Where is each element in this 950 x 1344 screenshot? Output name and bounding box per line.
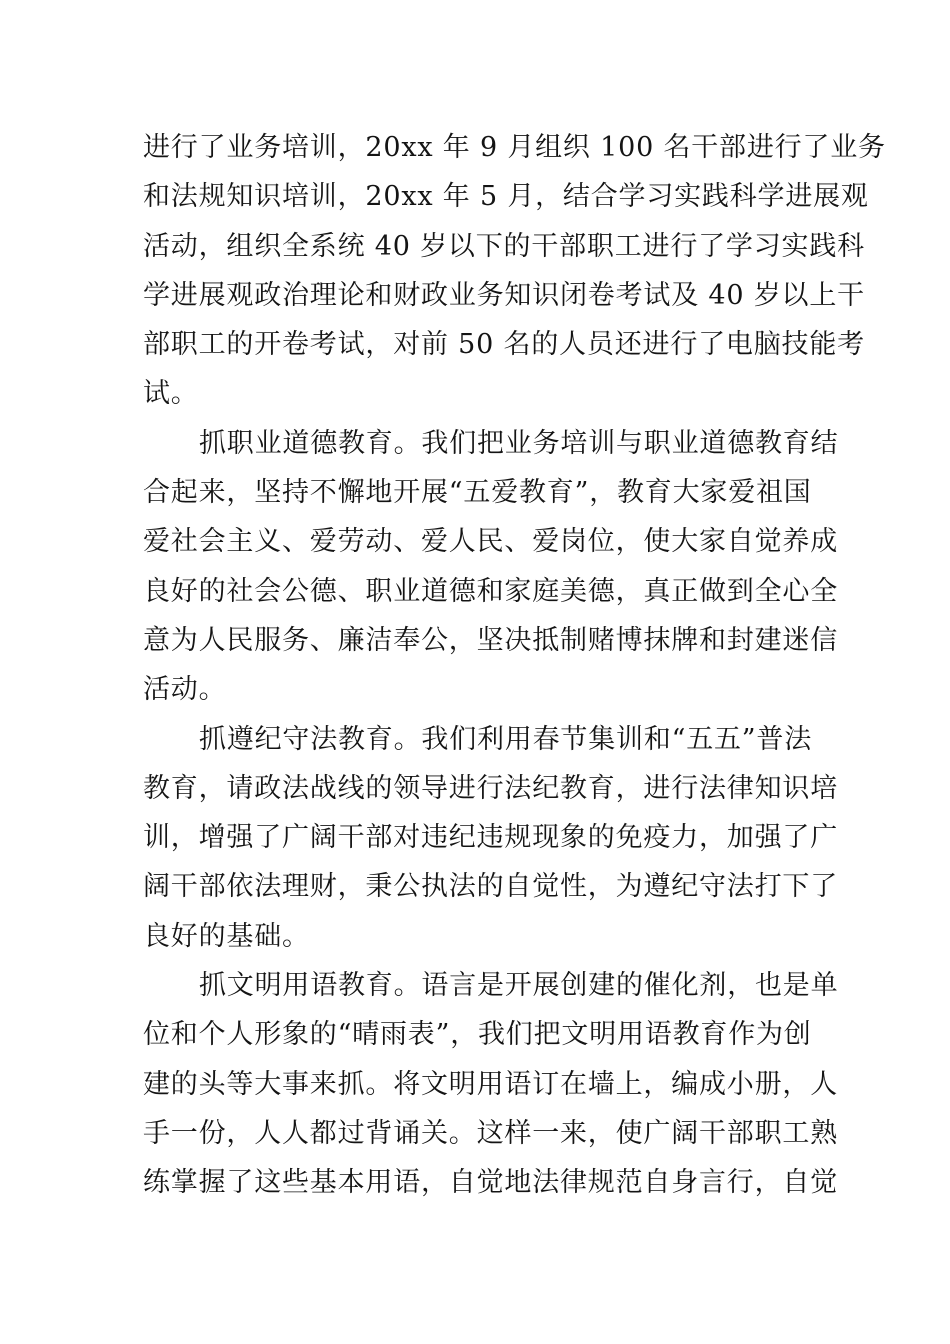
- paragraph-first-line: 抓文明用语教育。语言是开展创建的催化剂，也是单: [199, 970, 839, 1002]
- text-line: 教育，请政法战线的领导进行法纪教育，进行法律知识培: [143, 772, 838, 804]
- text-line: 位和个人形象的“晴雨表”，我们把文明用语教育作为创: [143, 1019, 812, 1051]
- text-line: 良好的基础。: [143, 920, 310, 952]
- text-line: 手一份，人人都过背诵关。这样一来，使广阔干部职工熟: [143, 1117, 838, 1149]
- text-line: 部职工的开卷考试，对前 50 名的人员还进行了电脑技能考: [143, 329, 865, 361]
- text-line: 合起来，坚持不懈地开展“五爱教育”，教育大家爱祖国: [143, 477, 812, 509]
- text-line: 意为人民服务、廉洁奉公，坚决抵制赌博抹牌和封建迷信: [143, 624, 838, 656]
- paragraph-first-line: 抓职业道德教育。我们把业务培训与职业道德教育结: [199, 427, 839, 459]
- text-line: 和法规知识培训，20xx 年 5 月，结合学习实践科学进展观: [143, 181, 869, 213]
- text-line: 进行了业务培训，20xx 年 9 月组织 100 名干部进行了业务: [143, 132, 886, 163]
- text-line: 活动，组织全系统 40 岁以下的干部职工进行了学习实践科: [143, 230, 865, 262]
- text-line: 试。: [143, 378, 199, 410]
- text-line: 活动。: [143, 674, 227, 706]
- text-line: 训，增强了广阔干部对违纪违规现象的免疫力，加强了广: [143, 822, 838, 854]
- paragraph-first-line: 抓遵纪守法教育。我们利用春节集训和“五五”普法: [199, 723, 813, 755]
- text-line: 学进展观政治理论和财政业务知识闭卷考试及 40 岁以上干: [143, 279, 865, 311]
- body-text: [143, 123, 886, 1208]
- text-line: 爱社会主义、爱劳动、爱人民、爱岗位，使大家自觉养成: [143, 526, 838, 558]
- text-line: 建的头等大事来抓。将文明用语订在墙上，编成小册，人: [143, 1068, 838, 1100]
- text-line: 练掌握了这些基本用语，自觉地法律规范自身言行，自觉: [143, 1167, 838, 1199]
- text-line: 良好的社会公德、职业道德和家庭美德，真正做到全心全: [143, 575, 838, 607]
- text-line: 阔干部依法理财，秉公执法的自觉性，为遵纪守法打下了: [143, 871, 838, 903]
